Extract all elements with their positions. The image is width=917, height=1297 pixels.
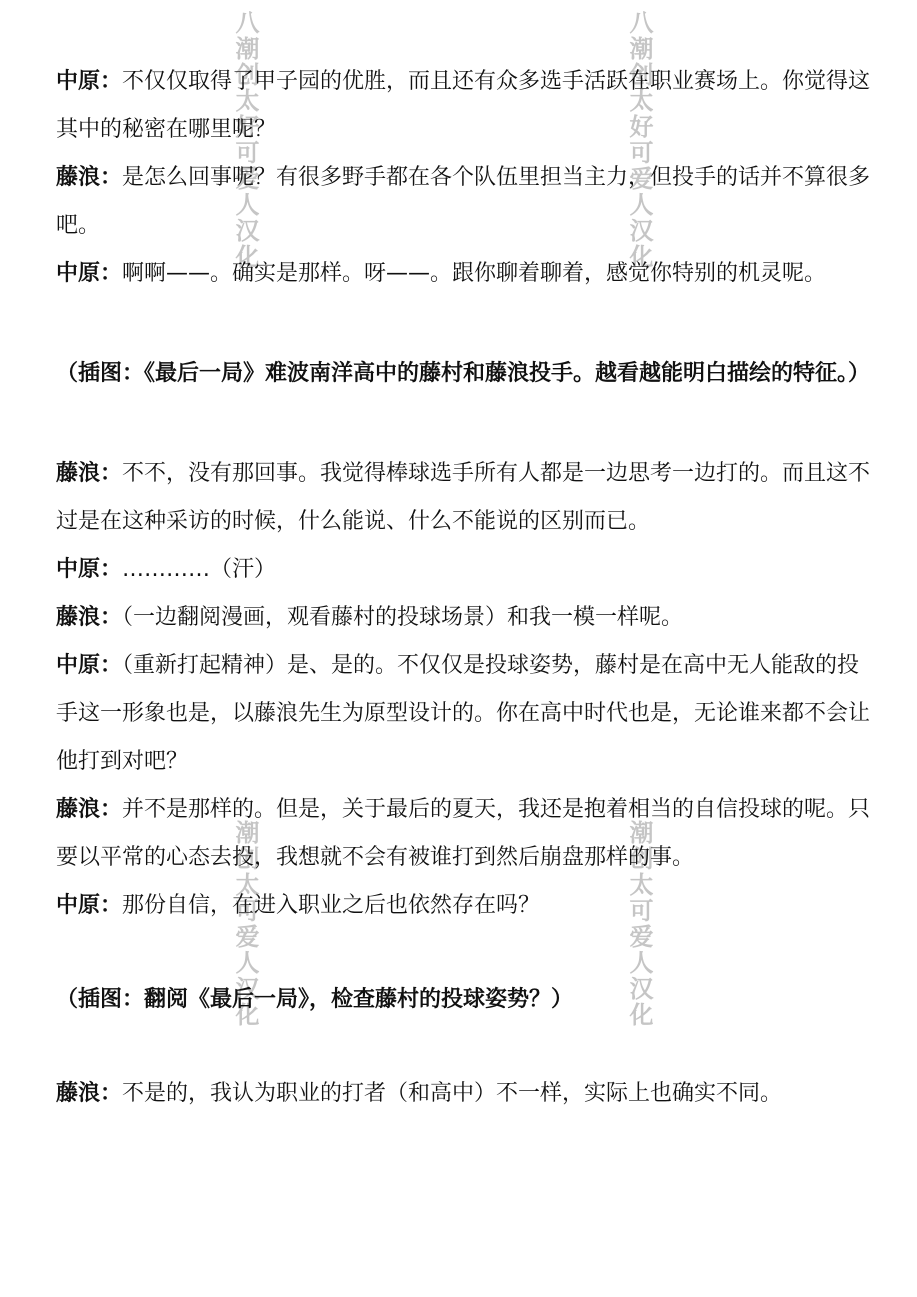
illustration-caption: （插图：《最后一局》难波南洋高中的藤村和藤浪投手。越看越能明白描绘的特征。） [56,361,871,386]
speaker-name: 中原： [56,261,123,286]
speaker-name: 中原： [56,653,123,678]
speaker-name: 中原： [56,893,123,918]
speaker-name: 藤浪： [56,461,123,486]
dialogue-text: （一边翻阅漫画，观看藤村的投球场景）和我一模一样呢。 [122,605,684,630]
watermark-bottom-left: 潮创太可爱人汉化 [231,820,259,1028]
dialogue-line [56,450,876,546]
dialogue-line [56,882,876,930]
illustration-caption: （插图：翻阅《最后一局》，检查藤村的投球姿势？） [56,987,574,1012]
dialogue-text: 不仅仅取得了甲子园的优胜，而且还有众多选手活跃在职业赛场上。你觉得这其中的秘密在哪里呢？ [56,69,871,142]
dialogue-line [56,594,876,642]
watermark-top-right: 八潮创太好可爱人汉化 [625,10,653,270]
speaker-name: 中原： [56,69,123,94]
dialogue-line [56,58,876,154]
dialogue-text: 是怎么回事呢？有很多野手都在各个队伍里担当主力，但投手的话并不算很多吧。 [56,165,871,238]
dialogue-line [56,154,876,250]
dialogue-text: （重新打起精神）是、是的。不仅仅是投球姿势，藤村是在高中无人能敌的投手这一形象也是，以藤浪先生为原型设计的。你在高中时代也是，无论谁来都不会让他打到对吧？ [56,653,871,774]
speaker-name: 中原： [56,557,123,582]
dialogue-line [56,786,876,882]
speaker-name: 藤浪： [56,1081,123,1106]
dialogue-text: 啊啊——。确实是那样。呀——。跟你聊着聊着，感觉你特别的机灵呢。 [122,261,827,286]
dialogue-text: 那份自信，在进入职业之后也依然存在吗？ [122,893,541,918]
dialogue-line [56,546,876,594]
speaker-name: 藤浪： [56,165,123,190]
watermark-top-left: 八潮创太好可爱人汉化 [231,10,259,270]
dialogue-line [56,250,876,298]
speaker-name: 藤浪： [56,605,123,630]
dialogue-line [56,642,876,786]
dialogue-text: …………（汗） [122,557,277,582]
speaker-name: 藤浪： [56,797,123,822]
dialogue-text: 并不是那样的。但是，关于最后的夏天，我还是抱着相当的自信投球的呢。只要以平常的心态去投，我想就不会有被谁打到然后崩盘那样的事。 [56,797,871,870]
watermark-bottom-right: 潮创太可爱人汉化 [625,820,653,1028]
dialogue-line [56,1070,876,1118]
dialogue-text: 不不，没有那回事。我觉得棒球选手所有人都是一边思考一边打的。而且这不过是在这种采访的时候，什么能说、什么不能说的区别而已。 [56,461,871,534]
dialogue-text: 不是的，我认为职业的打者（和高中）不一样，实际上也确实不同。 [122,1081,783,1106]
interview-text [56,58,876,1118]
